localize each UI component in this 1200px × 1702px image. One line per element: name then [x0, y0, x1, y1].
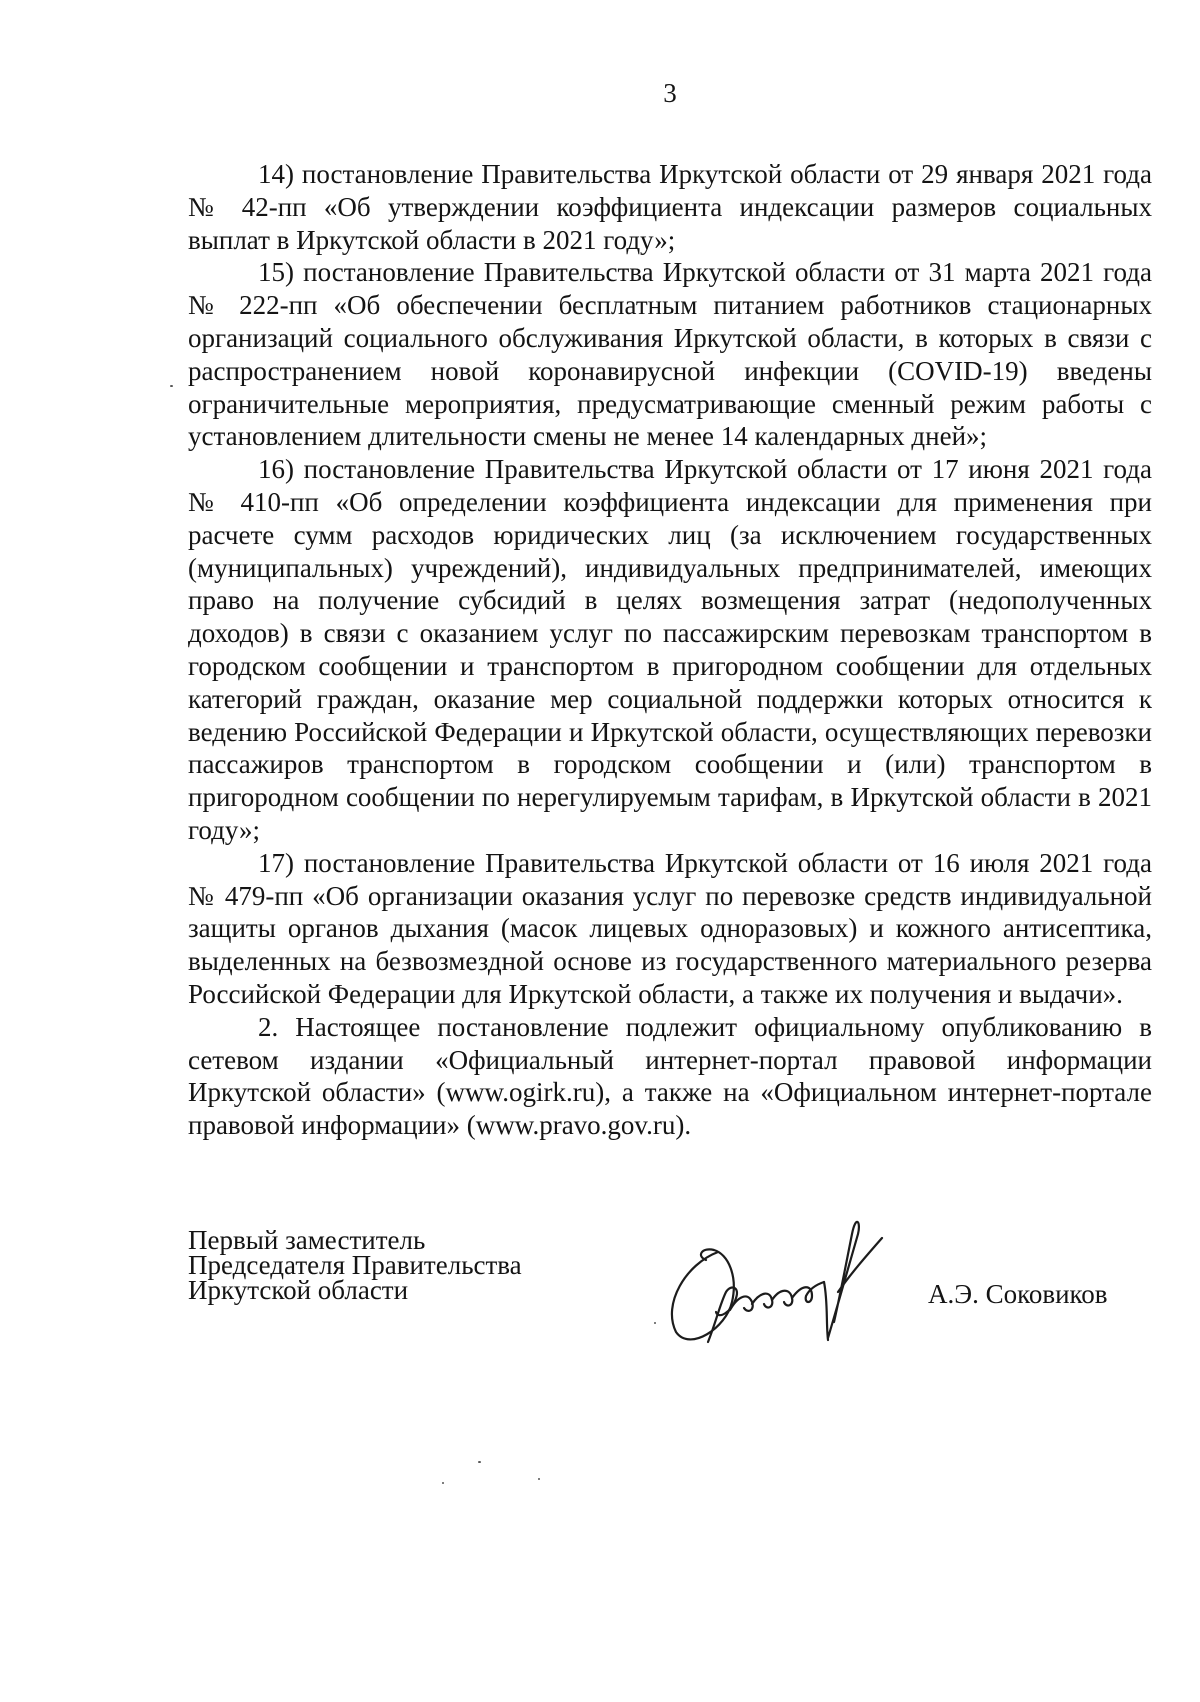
scan-speck — [654, 1322, 656, 1324]
paragraph-item-16: 16) постановление Правительства Иркутской области от 17 июня 2021 года № 410-пп «Об определении коэффициента индексации для применения при расчете сумм расходов юридических лиц (за исключением государственных (муниципальных) учреждений), индивидуальных предпринимателей, имеющих право на получение субсидий в целях возмещения затрат (недополученных доходов) в связи с оказанием услуг по пассажирским перевозкам транспортом в городском сообщении и транспортом в пригородном сообщении для отдельных категорий граждан, оказание мер социальной поддержки которых относится к ведению Российской Федерации и Иркутской области, осуществляющих перевозки пассажиров транспортом в городском сообщении и (или) транспортом в пригородном сообщении по нерегулируемым тарифам, в Иркутской области в 2021 году»; — [188, 454, 1152, 845]
paragraph-item-14: 14) постановление Правительства Иркутской области от 29 января 2021 года № 42-пп «Об утверждении коэффициента индексации размеров социальных выплат в Иркутской области в 2021 году»; — [188, 159, 1152, 255]
page-number: 3 — [663, 78, 677, 108]
paragraph-item-17: 17) постановление Правительства Иркутской области от 16 июля 2021 года № 479-пп «Об организации оказания услуг по перевозке средств индивидуальной защиты органов дыхания (масок лицевых одноразовых) и кожного антисептика, выделенных на безвозмездной основе из государственного материального резерва Российской Федерации для Иркутской области, а также их получения и выдачи». — [188, 847, 1152, 1009]
paragraph-publication: 2. Настоящее постановление подлежит официальному опубликованию в сетевом издании «Официальный интернет-портал правовой информации Иркутской области» (www.ogirk.ru), а также на «Официальном интернет-портале правовой информации» (www.pravo.gov.ru). — [188, 1011, 1152, 1141]
signatory-position — [188, 1225, 522, 1305]
signatory-position-line: Председателя Правительства — [188, 1250, 522, 1280]
scan-speck — [478, 1461, 481, 1463]
document-body — [188, 158, 1152, 1142]
scan-speck — [442, 1482, 444, 1484]
handwritten-signature — [656, 1192, 886, 1352]
scan-speck — [170, 385, 173, 387]
paragraph-item-15: 15) постановление Правительства Иркутской области от 31 марта 2021 года № 222-пп «Об обеспечении бесплатным питанием работников стационарных организаций социального обслуживания Иркутской области, в которых в связи с распространением новой коронавирусной инфекции (COVID-19) введены ограничительные мероприятия, предусматривающие сменный режим работы с установлением длительности смены не менее 14 календарных дней»; — [188, 257, 1152, 452]
signatory-position-line: Первый заместитель — [188, 1225, 426, 1255]
signatory-position-line: Иркутской области — [188, 1275, 409, 1305]
scan-speck — [538, 1478, 540, 1480]
signatory-name: А.Э. Соковиков — [928, 1279, 1108, 1309]
